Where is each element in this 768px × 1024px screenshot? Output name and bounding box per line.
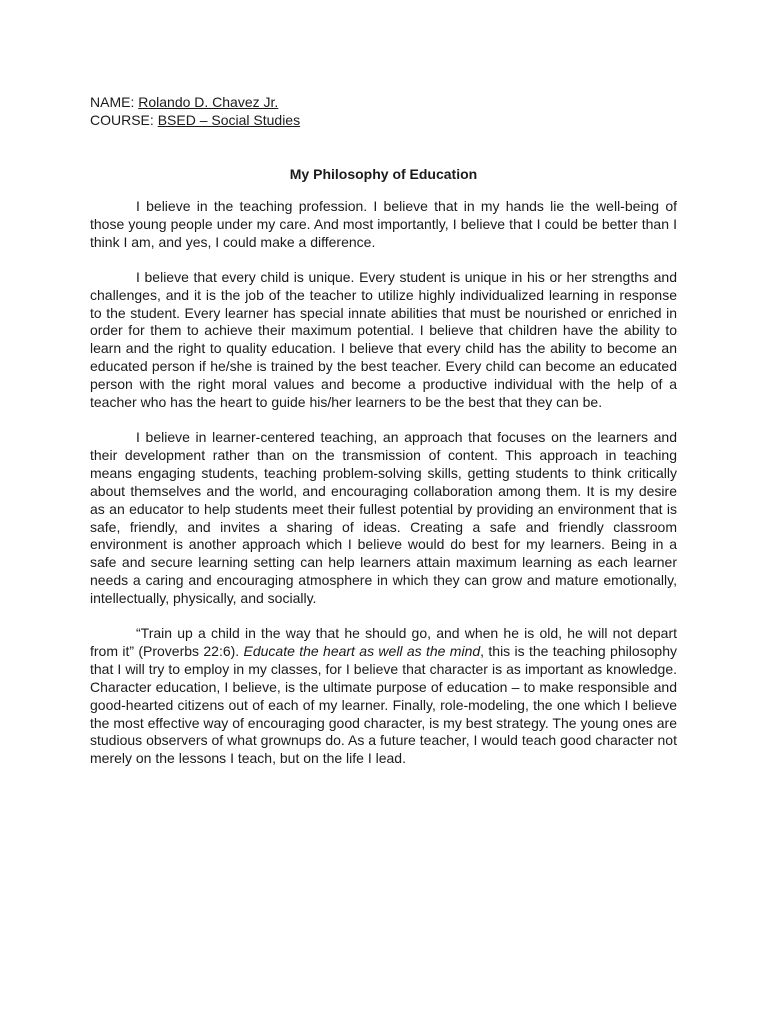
course-label: COURSE: [90, 111, 158, 128]
paragraph-character-education [90, 625, 677, 768]
course-name: BSED – Social Studies [157, 111, 301, 128]
paragraph-teaching-profession: I believe in the teaching profession. I believe that in my hands lie the well-being of those young people under my care. And most importantly, I believe that I could be better than I think I am, and yes, I could make a difference. [90, 198, 677, 250]
paragraph-unique-child: I believe that every child is unique. Every student is unique in his or her strengths and challenges, and it is the job of the teacher to utilize highly individualized learning in response to the student. Every learner has special innate abilities that must be nourished or enriched in order for them to achieve their maximum potential. I believe that children have the ability to learn and the right to quality education. I believe that every child has the ability to become an educated person if he/she is trained by the best teacher. Every child can become an educated person with the right moral values and become a productive individual with the help of a teacher who has the heart to guide his/her learners to be the best that they can be. [90, 268, 677, 411]
document-page [90, 94, 677, 768]
proverb-quote-text: “Train up a child in the way that he should go, and when he is old, he will not depart from it” (Proverbs 22:6). [90, 625, 677, 659]
student-name: Rolando D. Chavez Jr. [138, 94, 279, 110]
character-education-text: , this is the teaching philosophy that I will try to employ in my classes, for I believe that character is as important as knowledge. Character education, I believe, is the ultimate purpose of education – to make responsible and good-hearted citizens out of each of my learner. Finally, role-modeling, the one which I believe the most effective way of encouraging good character, is my best strategy. The young ones are studious observers of what grownups do. As a future teacher, I would teach good character not merely on the lessons I teach, but on the life I lead. [90, 642, 677, 767]
document-title: My Philosophy of Education [289, 166, 478, 182]
emphasized-philosophy: Educate the heart as well as the mind [243, 642, 481, 659]
paragraph-learner-centered: I believe in learner-centered teaching, an approach that focuses on the learners and their development rather than on the transmission of content. This approach in teaching means engaging students, teaching problem-solving skills, getting students to think critically about themselves and the world, and encouraging collaboration among them. It is my desire as an educator to help students meet their fullest potential by providing an environment that is safe, friendly, and invites a sharing of ideas. Creating a safe and friendly classroom environment is another approach which I believe would do best for my learners. Being in a safe and secure learning setting can help learners attain maximum learning as each learner needs a caring and encouraging atmosphere in which they can grow and mature emotionally, intellectually, physically, and socially. [90, 428, 677, 607]
name-line [90, 94, 677, 112]
course-line [90, 112, 677, 130]
name-label: NAME: [90, 94, 139, 110]
